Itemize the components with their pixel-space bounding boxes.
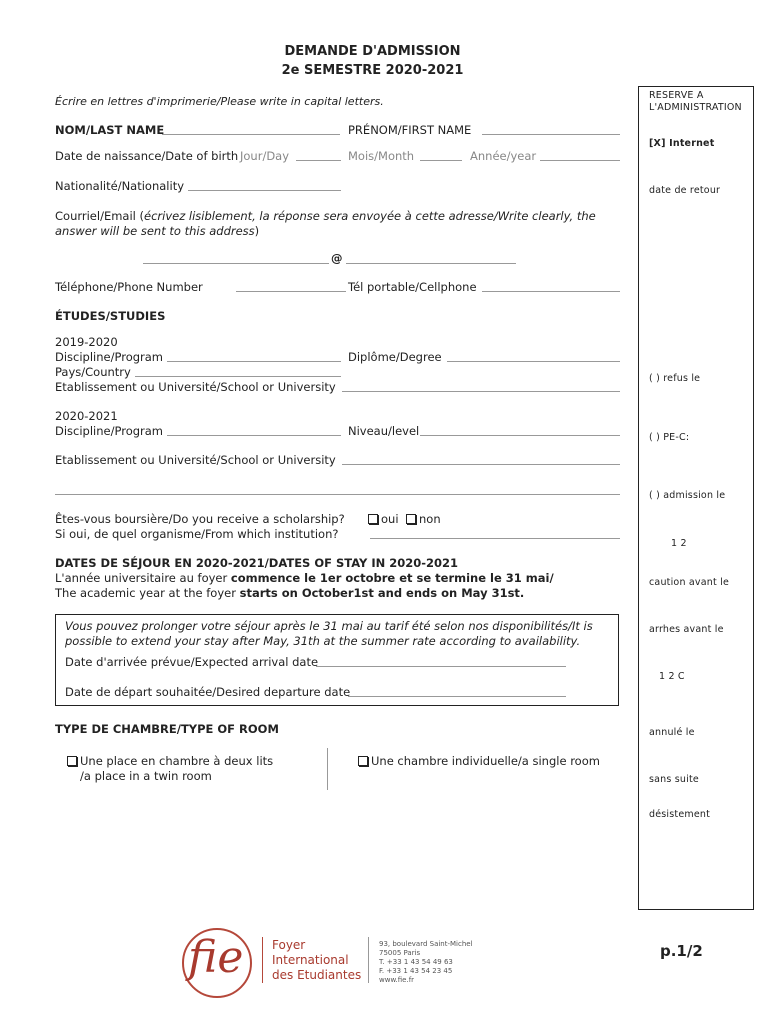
email-user-field[interactable]	[143, 263, 329, 264]
stay-fr-bold: commence le 1er octobre et se termine le 31 mai/	[230, 571, 554, 585]
fie-logo	[178, 918, 258, 998]
address-5: www.fie.fr	[379, 976, 415, 984]
email-at-sign: @	[331, 251, 343, 265]
email-hint-close: )	[254, 224, 260, 238]
stay-en-line	[55, 588, 524, 600]
admin-no-followup: sans suite	[649, 774, 699, 785]
organism-field[interactable]	[370, 538, 620, 539]
instructions: Écrire en lettres d'imprimerie/Please write in capital letters.	[55, 95, 384, 108]
dob-year-field[interactable]	[540, 160, 620, 161]
page-number: p.1/2	[660, 942, 703, 960]
discipline1-field[interactable]	[167, 361, 341, 362]
nationality-label: Nationalité/Nationality	[55, 179, 185, 193]
scholarship-yes[interactable]	[368, 514, 399, 526]
departure-label: Date de départ souhaitée/Desired departure date	[65, 685, 351, 699]
school2-field-continued[interactable]	[55, 494, 620, 495]
email-domain-field[interactable]	[346, 263, 516, 264]
organism-question: Si oui, de quel organisme/From which institution?	[55, 527, 339, 541]
logo-letters: fie	[188, 932, 244, 983]
dob-label: Date de naissance/Date of birth	[55, 149, 239, 163]
address-1: 93, boulevard Saint-Michel	[379, 940, 473, 948]
logo-divider	[262, 937, 263, 983]
stay-fr-line	[55, 573, 554, 585]
yes-label: oui	[381, 512, 399, 526]
admin-arrhes: arrhes avant le	[649, 624, 724, 635]
org-name-3: des Etudiantes	[272, 968, 362, 982]
discipline2-label: Discipline/Program	[55, 424, 164, 438]
dob-day-hint: Jour/Day	[240, 149, 290, 163]
arrival-field[interactable]	[316, 666, 566, 667]
dob-month-hint: Mois/Month	[348, 149, 415, 163]
form-subtitle: 2e SEMESTRE 2020-2021	[281, 63, 464, 78]
year-2020-label: 2020-2021	[55, 409, 118, 423]
checkbox-single[interactable]	[358, 756, 368, 766]
school2-label: Etablissement ou Université/School or University	[55, 453, 336, 467]
stay-fr-prefix: L'année universitaire au foyer	[55, 571, 231, 585]
admin-options-12: 1 2	[671, 538, 687, 549]
admin-header-2: L'ADMINISTRATION	[649, 102, 742, 113]
last-name-label: NOM/LAST NAME	[55, 123, 165, 137]
dob-day-field[interactable]	[296, 160, 341, 161]
admin-sidebar	[638, 86, 754, 910]
phone-label: Téléphone/Phone Number	[55, 280, 203, 294]
discipline1-label: Discipline/Program	[55, 350, 164, 364]
form-title: DEMANDE D'ADMISSION	[284, 44, 461, 59]
address-4: F. +33 1 43 54 23 45	[379, 967, 453, 975]
checkbox-no[interactable]	[406, 514, 416, 524]
twin-label-1: Une place en chambre à deux lits	[80, 754, 274, 768]
stay-heading: DATES DE SÉJOUR EN 2020-2021/DATES OF STAY IN 2020-2021	[55, 556, 459, 570]
first-name-field[interactable]	[482, 134, 620, 135]
address-2: 75005 Paris	[379, 949, 421, 957]
email-hint-1: écrivez lisiblement, la réponse sera envoyée à cette adresse/Write clearly, the	[144, 209, 596, 223]
admin-pec: ( ) PE-C:	[649, 432, 690, 443]
room-divider	[327, 748, 328, 790]
admin-options-12c: 1 2 C	[659, 671, 685, 682]
diploma-label: Diplôme/Degree	[348, 350, 442, 364]
school2-field[interactable]	[342, 464, 620, 465]
email-label-text: Courriel/Email (	[55, 209, 144, 223]
dob-year-hint: Année/year	[470, 149, 537, 163]
cellphone-label: Tél portable/Cellphone	[348, 280, 477, 294]
stay-en-bold: starts on October1st and ends on May 31st.	[239, 586, 525, 600]
room-twin-line2: /a place in a twin room	[80, 769, 212, 783]
admin-internet: [X] Internet	[649, 138, 715, 149]
admin-return-date: date de retour	[649, 185, 721, 196]
phone-field[interactable]	[236, 291, 346, 292]
nationality-field[interactable]	[188, 190, 341, 191]
no-label: non	[419, 512, 441, 526]
stay-dates-box	[55, 614, 619, 706]
level-label: Niveau/level	[348, 424, 420, 438]
last-name-field[interactable]	[162, 134, 340, 135]
address-3: T. +33 1 43 54 49 63	[379, 958, 453, 966]
org-name-2: International	[272, 953, 349, 967]
dob-month-field[interactable]	[420, 160, 462, 161]
departure-field[interactable]	[348, 696, 566, 697]
admin-cancelled: annulé le	[649, 727, 695, 738]
year-2019-label: 2019-2020	[55, 335, 118, 349]
room-twin-option[interactable]	[67, 756, 273, 768]
checkbox-twin[interactable]	[67, 756, 77, 766]
extend-note-2: possible to extend your stay after May, 31th at the summer rate according to availability.	[65, 634, 581, 648]
scholarship-no[interactable]	[406, 514, 441, 526]
cellphone-field[interactable]	[482, 291, 620, 292]
admin-header-1: RESERVE A	[649, 90, 704, 101]
single-label: Une chambre individuelle/a single room	[371, 754, 600, 768]
country-label: Pays/Country	[55, 365, 131, 379]
country-field[interactable]	[135, 376, 341, 377]
scholarship-question: Êtes-vous boursière/Do you receive a scholarship?	[55, 512, 345, 526]
level-field[interactable]	[420, 435, 620, 436]
diploma-field[interactable]	[447, 361, 620, 362]
stay-en-prefix: The academic year at the foyer	[55, 586, 240, 600]
admin-refused: ( ) refus le	[649, 373, 701, 384]
studies-heading: ÉTUDES/STUDIES	[55, 309, 166, 323]
admin-withdrawal: désistement	[649, 809, 711, 820]
admin-deposit: caution avant le	[649, 577, 729, 588]
arrival-label: Date d'arrivée prévue/Expected arrival date	[65, 655, 319, 669]
email-hint-2: answer will be sent to this address	[55, 224, 255, 238]
address-divider	[368, 937, 369, 983]
email-label	[55, 211, 596, 223]
checkbox-yes[interactable]	[368, 514, 378, 524]
extend-note-1: Vous pouvez prolonger votre séjour après le 31 mai au tarif été selon nos disponibilités/It is	[65, 619, 593, 633]
discipline2-field[interactable]	[167, 435, 341, 436]
school1-field[interactable]	[342, 391, 620, 392]
org-name-1: Foyer	[272, 938, 306, 952]
admin-admitted: ( ) admission le	[649, 490, 726, 501]
first-name-label: PRÉNOM/FIRST NAME	[348, 123, 472, 137]
room-heading: TYPE DE CHAMBRE/TYPE OF ROOM	[55, 722, 279, 736]
school1-label: Etablissement ou Université/School or University	[55, 380, 336, 394]
room-single-option[interactable]	[358, 756, 600, 768]
email-hint	[55, 226, 259, 238]
